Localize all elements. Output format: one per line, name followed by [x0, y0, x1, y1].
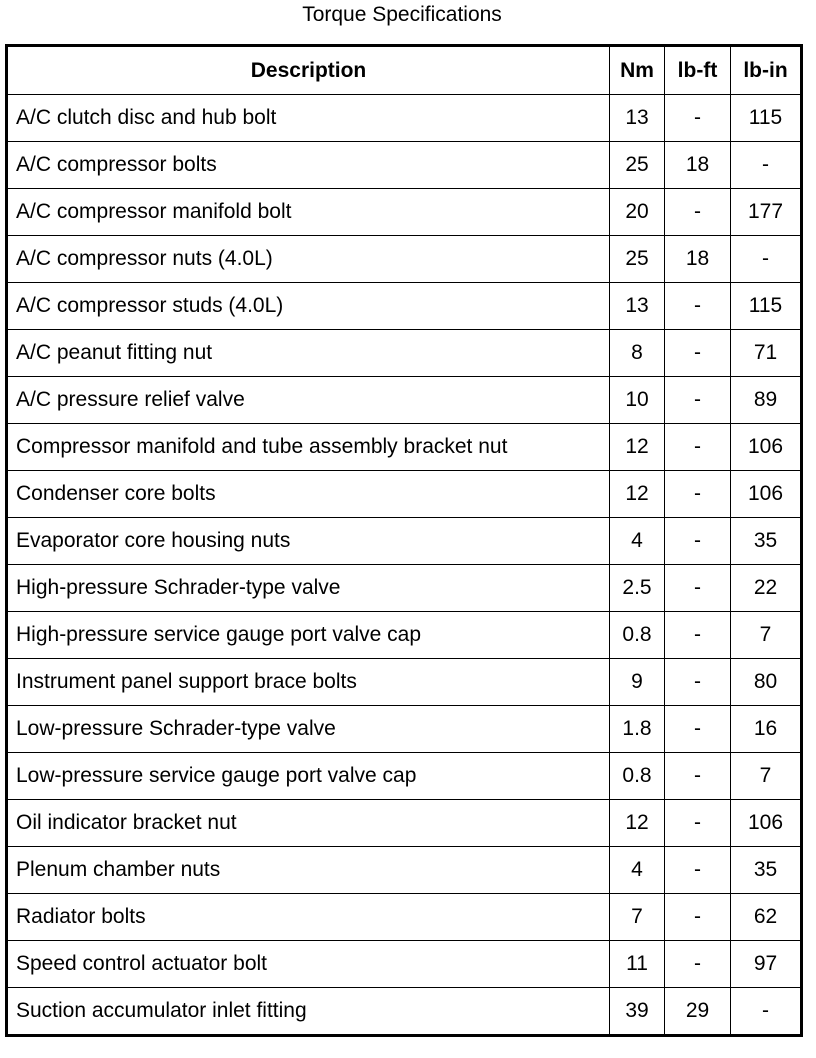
cell-description: Suction accumulator inlet fitting: [7, 988, 610, 1036]
cell-nm: 7: [610, 894, 665, 941]
cell-lb-in: -: [731, 988, 802, 1036]
table-row: [7, 753, 802, 800]
table-header-row: [7, 46, 802, 95]
cell-description: High-pressure Schrader-type valve: [7, 565, 610, 612]
cell-lb-ft: -: [665, 894, 731, 941]
cell-lb-in: 71: [731, 330, 802, 377]
cell-description: A/C pressure relief valve: [7, 377, 610, 424]
table-row: [7, 424, 802, 471]
table-row: [7, 894, 802, 941]
cell-nm: 12: [610, 471, 665, 518]
cell-nm: 13: [610, 95, 665, 142]
cell-description: A/C compressor bolts: [7, 142, 610, 189]
cell-description: Radiator bolts: [7, 894, 610, 941]
header-lb-in: lb-in: [731, 46, 802, 95]
cell-lb-ft: -: [665, 377, 731, 424]
cell-lb-ft: -: [665, 612, 731, 659]
cell-description: High-pressure service gauge port valve cap: [7, 612, 610, 659]
cell-lb-ft: 18: [665, 236, 731, 283]
cell-lb-ft: -: [665, 941, 731, 988]
cell-description: Oil indicator bracket nut: [7, 800, 610, 847]
table-row: [7, 236, 802, 283]
table-row: [7, 471, 802, 518]
cell-lb-in: 7: [731, 753, 802, 800]
cell-nm: 8: [610, 330, 665, 377]
cell-lb-ft: -: [665, 847, 731, 894]
cell-lb-in: 115: [731, 95, 802, 142]
table-row: [7, 565, 802, 612]
table-row: [7, 659, 802, 706]
cell-description: A/C compressor studs (4.0L): [7, 283, 610, 330]
table-row: [7, 189, 802, 236]
cell-nm: 9: [610, 659, 665, 706]
table-row: [7, 142, 802, 189]
cell-nm: 25: [610, 142, 665, 189]
cell-lb-in: 177: [731, 189, 802, 236]
cell-nm: 11: [610, 941, 665, 988]
cell-lb-in: 22: [731, 565, 802, 612]
cell-lb-in: 35: [731, 847, 802, 894]
cell-lb-in: 7: [731, 612, 802, 659]
cell-lb-ft: -: [665, 283, 731, 330]
cell-lb-in: 106: [731, 424, 802, 471]
cell-nm: 20: [610, 189, 665, 236]
cell-description: A/C clutch disc and hub bolt: [7, 95, 610, 142]
table-row: [7, 95, 802, 142]
cell-lb-in: 106: [731, 800, 802, 847]
cell-description: Plenum chamber nuts: [7, 847, 610, 894]
cell-nm: 0.8: [610, 612, 665, 659]
cell-description: A/C compressor manifold bolt: [7, 189, 610, 236]
cell-lb-ft: -: [665, 659, 731, 706]
header-nm: Nm: [610, 46, 665, 95]
cell-description: Instrument panel support brace bolts: [7, 659, 610, 706]
table-row: [7, 988, 802, 1036]
table-row: [7, 377, 802, 424]
header-lb-ft: lb-ft: [665, 46, 731, 95]
cell-lb-in: 16: [731, 706, 802, 753]
cell-nm: 0.8: [610, 753, 665, 800]
cell-lb-ft: -: [665, 95, 731, 142]
cell-lb-ft: -: [665, 424, 731, 471]
cell-nm: 25: [610, 236, 665, 283]
cell-nm: 1.8: [610, 706, 665, 753]
table-row: [7, 283, 802, 330]
table-row: [7, 847, 802, 894]
cell-lb-in: -: [731, 236, 802, 283]
cell-lb-in: 80: [731, 659, 802, 706]
cell-description: Condenser core bolts: [7, 471, 610, 518]
table-row: [7, 706, 802, 753]
cell-nm: 4: [610, 847, 665, 894]
cell-description: A/C peanut fitting nut: [7, 330, 610, 377]
page-title: Torque Specifications: [302, 3, 502, 26]
table-row: [7, 518, 802, 565]
cell-description: Low-pressure Schrader-type valve: [7, 706, 610, 753]
cell-lb-in: 115: [731, 283, 802, 330]
cell-nm: 39: [610, 988, 665, 1036]
cell-description: Speed control actuator bolt: [7, 941, 610, 988]
torque-spec-table: [5, 44, 803, 1037]
header-description: Description: [7, 46, 610, 95]
cell-nm: 13: [610, 283, 665, 330]
cell-lb-in: 106: [731, 471, 802, 518]
cell-lb-in: 89: [731, 377, 802, 424]
cell-lb-ft: -: [665, 565, 731, 612]
cell-description: Low-pressure service gauge port valve cap: [7, 753, 610, 800]
cell-lb-in: -: [731, 142, 802, 189]
cell-nm: 10: [610, 377, 665, 424]
cell-lb-ft: -: [665, 518, 731, 565]
cell-lb-in: 62: [731, 894, 802, 941]
table-row: [7, 941, 802, 988]
cell-lb-ft: 18: [665, 142, 731, 189]
table-row: [7, 330, 802, 377]
cell-lb-ft: -: [665, 800, 731, 847]
cell-lb-ft: 29: [665, 988, 731, 1036]
cell-lb-in: 97: [731, 941, 802, 988]
cell-description: Evaporator core housing nuts: [7, 518, 610, 565]
cell-lb-in: 35: [731, 518, 802, 565]
cell-lb-ft: -: [665, 471, 731, 518]
cell-description: Compressor manifold and tube assembly bracket nut: [7, 424, 610, 471]
cell-nm: 2.5: [610, 565, 665, 612]
cell-lb-ft: -: [665, 753, 731, 800]
cell-nm: 12: [610, 424, 665, 471]
table-body: [7, 95, 802, 1036]
cell-lb-ft: -: [665, 706, 731, 753]
cell-description: A/C compressor nuts (4.0L): [7, 236, 610, 283]
cell-lb-ft: -: [665, 189, 731, 236]
table-row: [7, 612, 802, 659]
cell-nm: 12: [610, 800, 665, 847]
cell-lb-ft: -: [665, 330, 731, 377]
table-row: [7, 800, 802, 847]
cell-nm: 4: [610, 518, 665, 565]
